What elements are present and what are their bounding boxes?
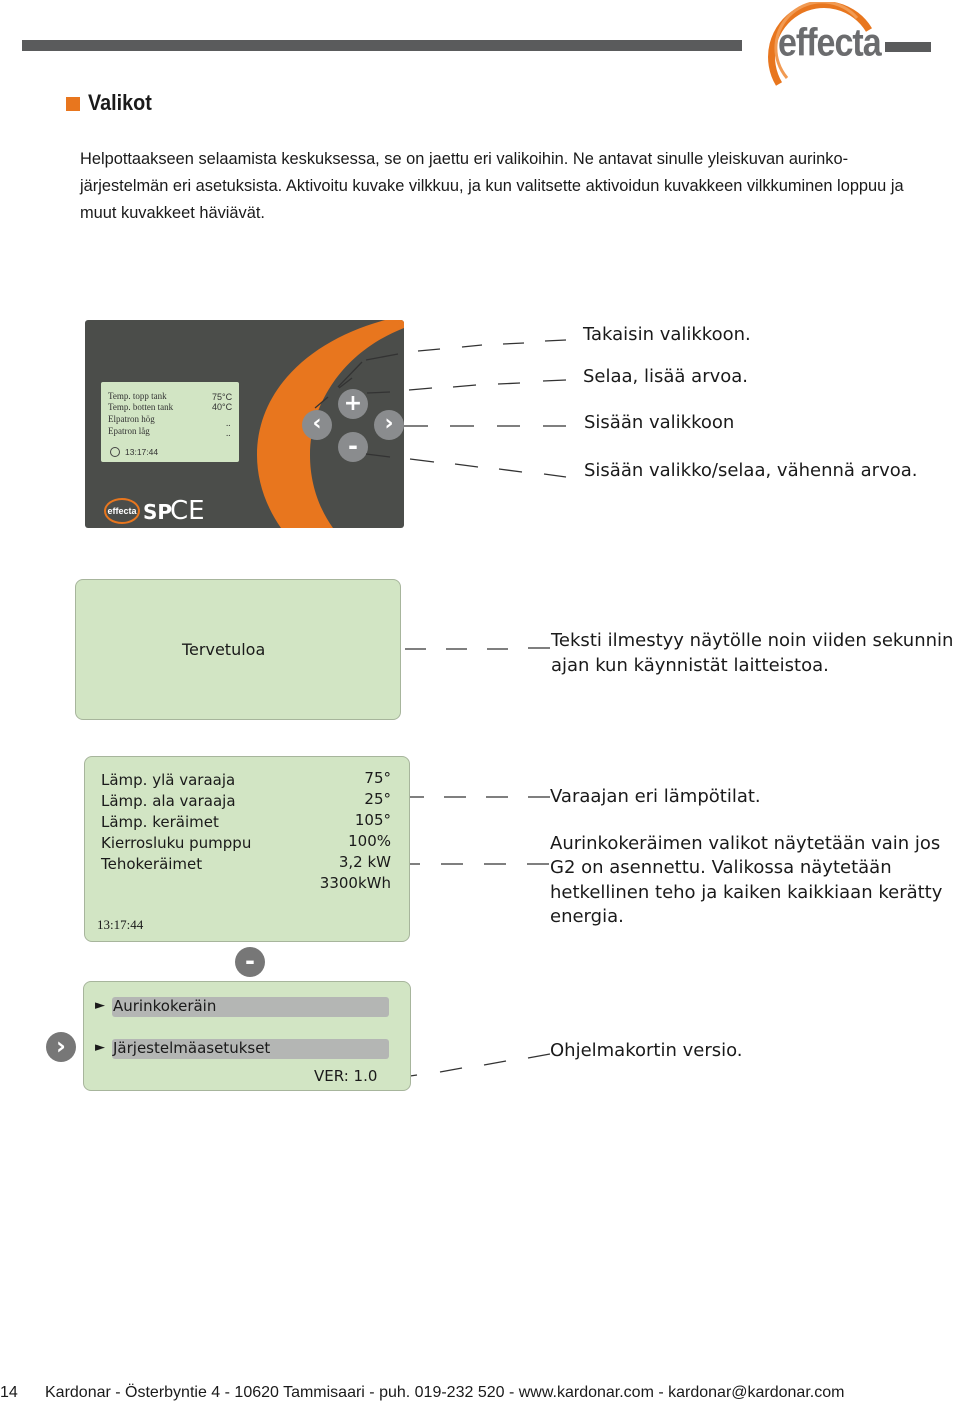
lcd-label: Epatron låg (108, 426, 150, 436)
status-label: Lämp. ala varaaja (101, 792, 236, 810)
callout-back: Takaisin valikkoon. (583, 324, 751, 345)
effecta-logo-text: effecta (778, 21, 881, 65)
status-label: Lämp. ylä varaaja (101, 771, 236, 789)
status-value: 105° (354, 811, 391, 829)
page-footer (0, 1384, 844, 1402)
menu-arrow-icon: ► (95, 998, 105, 1013)
status-screen (84, 756, 410, 942)
minus-button[interactable]: - (338, 432, 368, 462)
status-value: 3300kWh (319, 874, 391, 892)
ce-mark: CE (170, 496, 205, 526)
intro-line: Helpottaakseen selaamista keskuksessa, se on jaettu eri valikoihin. Ne antavat sinulle yleiskuvan aurinko- (80, 150, 849, 168)
callout-welcome-line: ajan kun käynnistät laitteistoa. (551, 655, 829, 676)
callout-scroll-up: Selaa, lisää arvoa. (583, 366, 749, 387)
callout-collector-line: Aurinkokeräimen valikot näytetään vain jos (550, 833, 941, 854)
callout-collector-line: hetkellinen teho ja kaiken kaikkiaan kerätty (550, 882, 943, 903)
left-button[interactable]: ‹ (302, 410, 332, 440)
status-label: Tehokeräimet (101, 855, 203, 873)
plus-button[interactable]: + (338, 389, 368, 419)
welcome-text: Tervetuloa (182, 640, 266, 659)
intro-line: järjestelmän eri asetuksista. Aktivoitu kuvake vilkkuu, ja kun valitsette aktivoidun kuvakkeen vilkkuminen loppuu ja (80, 177, 904, 195)
lcd-label: Elpatron hög (108, 414, 155, 424)
lcd-value: 75°C (212, 392, 233, 402)
status-value: 3,2 kW (338, 853, 391, 871)
footer-contact: Kardonar - Österbyntie 4 - 10620 Tammisaari - puh. 019-232 520 - www.kardonar.com - kardonar@kardonar.com (45, 1384, 845, 1401)
firmware-version: VER: 1.0 (314, 1067, 378, 1085)
status-value: 75° (364, 769, 391, 787)
callout-enter: Sisään valikkoon (584, 412, 735, 433)
section-title: Valikot (88, 90, 152, 115)
right-button[interactable]: › (46, 1032, 76, 1062)
menu-item-jarjestelmaasetukset[interactable]: Järjestelmäasetukset (113, 1039, 271, 1057)
callout-collector-line: G2 on asennettu. Valikossa näytetään (550, 857, 892, 878)
lcd-label: Temp. botten tank (108, 402, 174, 412)
status-label: Lämp. keräimet (101, 813, 219, 831)
status-time: 13:17:44 (97, 917, 144, 932)
effecta-badge: effecta (104, 498, 140, 524)
callout-welcome-line: Teksti ilmestyy näytölle noin viiden sekunnin (551, 630, 954, 651)
page-number: 14 (0, 1384, 18, 1401)
status-label: Kierrosluku pumppu (101, 834, 252, 852)
menu-item-aurinkokerain[interactable]: Aurinkokeräin (113, 997, 217, 1015)
status-value: 100% (348, 832, 391, 850)
right-button[interactable]: › (374, 410, 404, 440)
intro-line: muut kuvakkeet häviävät. (80, 204, 265, 222)
callout-version: Ohjelmakortin versio. (550, 1040, 743, 1061)
callout-temperatures: Varaajan eri lämpötilat. (550, 786, 761, 807)
status-value: 25° (364, 790, 391, 808)
lcd-value: 40°C (212, 402, 233, 412)
lcd-value: .. (226, 418, 231, 428)
callout-collector-line: energia. (550, 906, 624, 927)
lcd-time: 13:17:44 (125, 447, 159, 457)
minus-button[interactable]: - (235, 947, 265, 977)
lcd-value: .. (226, 428, 231, 438)
lcd-label: Temp. topp tank (108, 391, 167, 401)
menu-screen (83, 981, 411, 1091)
menu-arrow-icon: ► (95, 1040, 105, 1055)
welcome-screen (75, 579, 401, 720)
sp-cert-mark: SP (143, 500, 173, 524)
callout-scroll-down: Sisään valikko/selaa, vähennä arvoa. (584, 460, 918, 481)
